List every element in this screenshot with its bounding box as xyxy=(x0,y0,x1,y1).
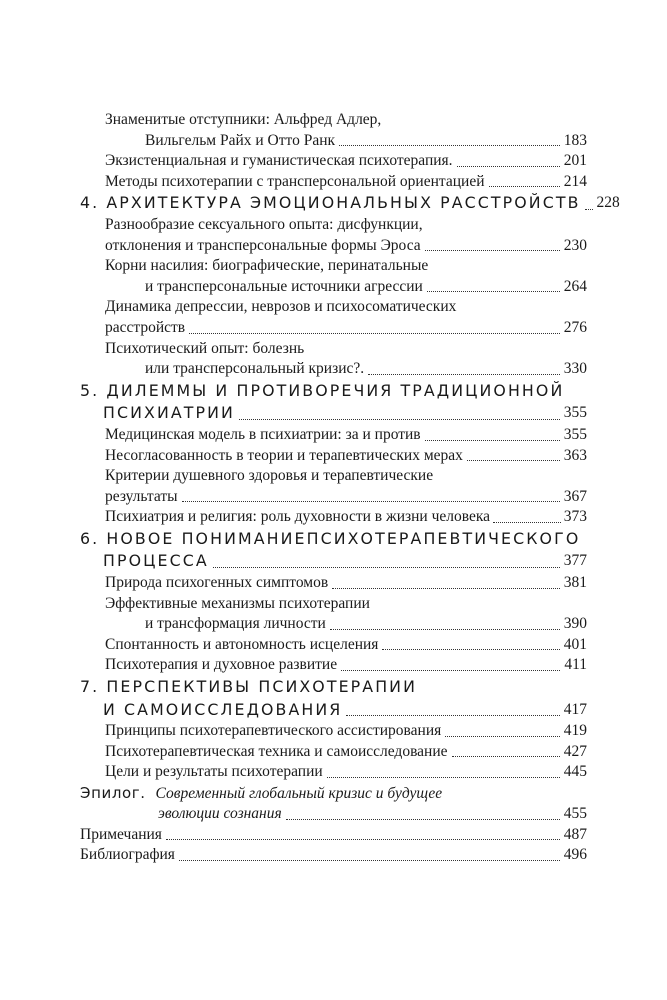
page-number: 427 xyxy=(563,742,587,760)
dot-leader xyxy=(286,819,560,820)
toc-entry-title: отклонения и трансперсональные формы Эроса xyxy=(105,236,421,254)
page-number: 377 xyxy=(563,552,587,570)
dot-leader xyxy=(425,250,560,251)
toc-entry-line: Разнообразие сексуального опыта: дисфункции, xyxy=(105,215,423,233)
dot-leader xyxy=(452,756,560,757)
toc-entry-title: эволюции сознания xyxy=(158,805,282,822)
page-number: 445 xyxy=(563,763,587,781)
page-number: 496 xyxy=(563,846,587,864)
dot-leader xyxy=(427,291,560,292)
toc-entry[interactable] xyxy=(80,236,587,257)
page-number: 363 xyxy=(563,446,587,464)
epilogue-label: Эпилог. xyxy=(80,784,146,802)
toc-entry-line: Знаменитые отступники: Альфред Адлер, xyxy=(105,111,382,128)
toc-entry[interactable] xyxy=(80,655,587,676)
toc-entry-title: или трансперсональный кризис?. xyxy=(145,360,365,378)
page-number: 230 xyxy=(563,236,587,254)
page-number: 183 xyxy=(563,131,587,149)
dot-leader xyxy=(445,736,559,737)
page-number: 419 xyxy=(563,722,587,740)
toc-entry-title: Примечания xyxy=(80,825,162,843)
dot-leader xyxy=(332,588,560,589)
toc-entry[interactable] xyxy=(80,318,587,339)
page-number: 367 xyxy=(563,487,587,505)
toc-entry-title: Природа психогенных симптомов xyxy=(105,574,329,592)
toc-entry-line: Критерии душевного здоровья и терапевтические xyxy=(105,467,434,485)
dot-leader xyxy=(425,440,560,441)
toc-entry[interactable] xyxy=(80,425,587,446)
dot-leader xyxy=(182,501,560,502)
toc-entry[interactable] xyxy=(80,446,587,467)
dot-leader xyxy=(341,670,560,671)
dot-leader xyxy=(346,715,559,716)
toc-entry[interactable] xyxy=(80,721,587,742)
dot-leader xyxy=(467,460,560,461)
page-number: 228 xyxy=(596,194,620,212)
chapter-title: ПРОЦЕССА xyxy=(103,551,209,571)
toc-entry-title: Библиография xyxy=(80,846,175,864)
toc-chapter[interactable] xyxy=(80,699,587,722)
dot-leader xyxy=(179,860,560,861)
page-number: 487 xyxy=(563,825,587,843)
toc-entry[interactable] xyxy=(80,507,587,528)
chapter-title: 4. АРХИТЕКТУРА ЭМОЦИОНАЛЬНЫХ РАССТРОЙСТВ xyxy=(80,193,581,213)
toc-entry[interactable] xyxy=(80,762,587,783)
toc-entry-title: и трансформация личности xyxy=(145,615,326,633)
dot-leader xyxy=(330,629,560,630)
page-number: 390 xyxy=(563,615,587,633)
toc-entry-title: Экзистенциальная и гуманистическая психотерапия. xyxy=(105,152,453,170)
dot-leader xyxy=(189,333,560,334)
page-number: 373 xyxy=(563,508,587,526)
dot-leader xyxy=(382,649,559,650)
toc-entry-title: Несогласованность в теории и терапевтических мерах xyxy=(105,446,463,464)
table-of-contents xyxy=(80,110,620,866)
dot-leader xyxy=(213,567,560,568)
dot-leader xyxy=(339,145,560,146)
chapter-title: ПСИХИАТРИИ xyxy=(103,403,235,423)
page-number: 201 xyxy=(563,152,587,170)
chapter-title: И САМОИССЛЕДОВАНИЯ xyxy=(103,699,343,719)
toc-entry[interactable] xyxy=(80,151,587,172)
toc-entry[interactable] xyxy=(80,635,587,656)
dot-leader xyxy=(166,839,560,840)
toc-chapter[interactable] xyxy=(80,402,587,425)
epilogue-heading xyxy=(80,783,587,804)
dot-leader xyxy=(239,419,560,420)
epilogue-title: Современный глобальный кризис и будущее xyxy=(155,785,443,802)
toc-entry[interactable] xyxy=(80,573,587,594)
dot-leader xyxy=(585,209,593,210)
toc-entry[interactable] xyxy=(80,359,587,380)
dot-leader xyxy=(327,777,560,778)
page-number: 417 xyxy=(563,700,587,718)
toc-entry-title: Методы психотерапии с трансперсональной ориентацией xyxy=(105,172,485,190)
toc-entry-line: Корни насилия: биографические, перинатальные xyxy=(105,257,429,275)
toc-entry[interactable] xyxy=(80,277,587,298)
dot-leader xyxy=(457,166,560,167)
toc-entry-title: Спонтанность и автономность исцеления xyxy=(105,635,379,653)
toc-entry-title: Психиатрия и религия: роль духовности в жизни человека xyxy=(105,508,491,526)
page-number: 381 xyxy=(563,574,587,592)
toc-entry-title: Психотерапия и духовное развитие xyxy=(105,656,338,674)
page-number: 411 xyxy=(564,656,587,674)
toc-chapter[interactable] xyxy=(80,192,620,215)
toc-entry-title: результаты xyxy=(105,487,178,505)
toc-entry[interactable] xyxy=(80,131,587,152)
toc-entry-title: и трансперсональные источники агрессии xyxy=(145,277,423,295)
toc-entry[interactable] xyxy=(80,614,587,635)
toc-entry-title: Психотерапевтическая техника и самоисследование xyxy=(105,742,448,760)
page-number: 330 xyxy=(563,360,587,378)
page-number: 355 xyxy=(563,404,587,422)
chapter-title: 7. ПЕРСПЕКТИВЫ ПСИХОТЕРАПИИ xyxy=(80,677,418,697)
toc-entry[interactable] xyxy=(80,825,587,846)
page-number: 355 xyxy=(563,425,587,443)
toc-entry-line: Эффективные механизмы психотерапии xyxy=(105,594,370,612)
toc-entry-title: Медицинская модель в психиатрии: за и против xyxy=(105,425,421,443)
toc-entry-line: Психотический опыт: болезнь xyxy=(105,339,305,357)
toc-entry[interactable] xyxy=(80,172,587,193)
toc-entry[interactable] xyxy=(80,804,587,825)
toc-entry[interactable] xyxy=(80,487,587,508)
page-number: 214 xyxy=(563,172,587,190)
page-number: 264 xyxy=(563,277,587,295)
toc-entry-title: Вильгельм Райх и Отто Ранк xyxy=(145,131,336,149)
toc-entry-title: расстройств xyxy=(105,318,186,336)
toc-entry-title: Принципы психотерапевтического ассистирования xyxy=(105,722,442,740)
dot-leader xyxy=(493,522,561,523)
page-number: 276 xyxy=(563,318,587,336)
page-number: 401 xyxy=(563,635,587,653)
chapter-title: 5. ДИЛЕММЫ И ПРОТИВОРЕЧИЯ ТРАДИЦИОННОЙ xyxy=(80,380,565,400)
toc-entry-title: Цели и результаты психотерапии xyxy=(105,763,323,781)
toc-entry-line: Динамика депрессии, неврозов и психосоматических xyxy=(105,298,457,316)
page-number: 455 xyxy=(563,805,587,822)
dot-leader xyxy=(489,186,560,187)
toc-chapter[interactable] xyxy=(80,550,587,573)
dot-leader xyxy=(368,374,560,375)
toc-entry[interactable] xyxy=(80,845,587,866)
chapter-title: 6. НОВОЕ ПОНИМАНИЕПСИХОТЕРАПЕВТИЧЕСКОГО xyxy=(80,528,581,548)
toc-entry[interactable] xyxy=(80,742,587,763)
